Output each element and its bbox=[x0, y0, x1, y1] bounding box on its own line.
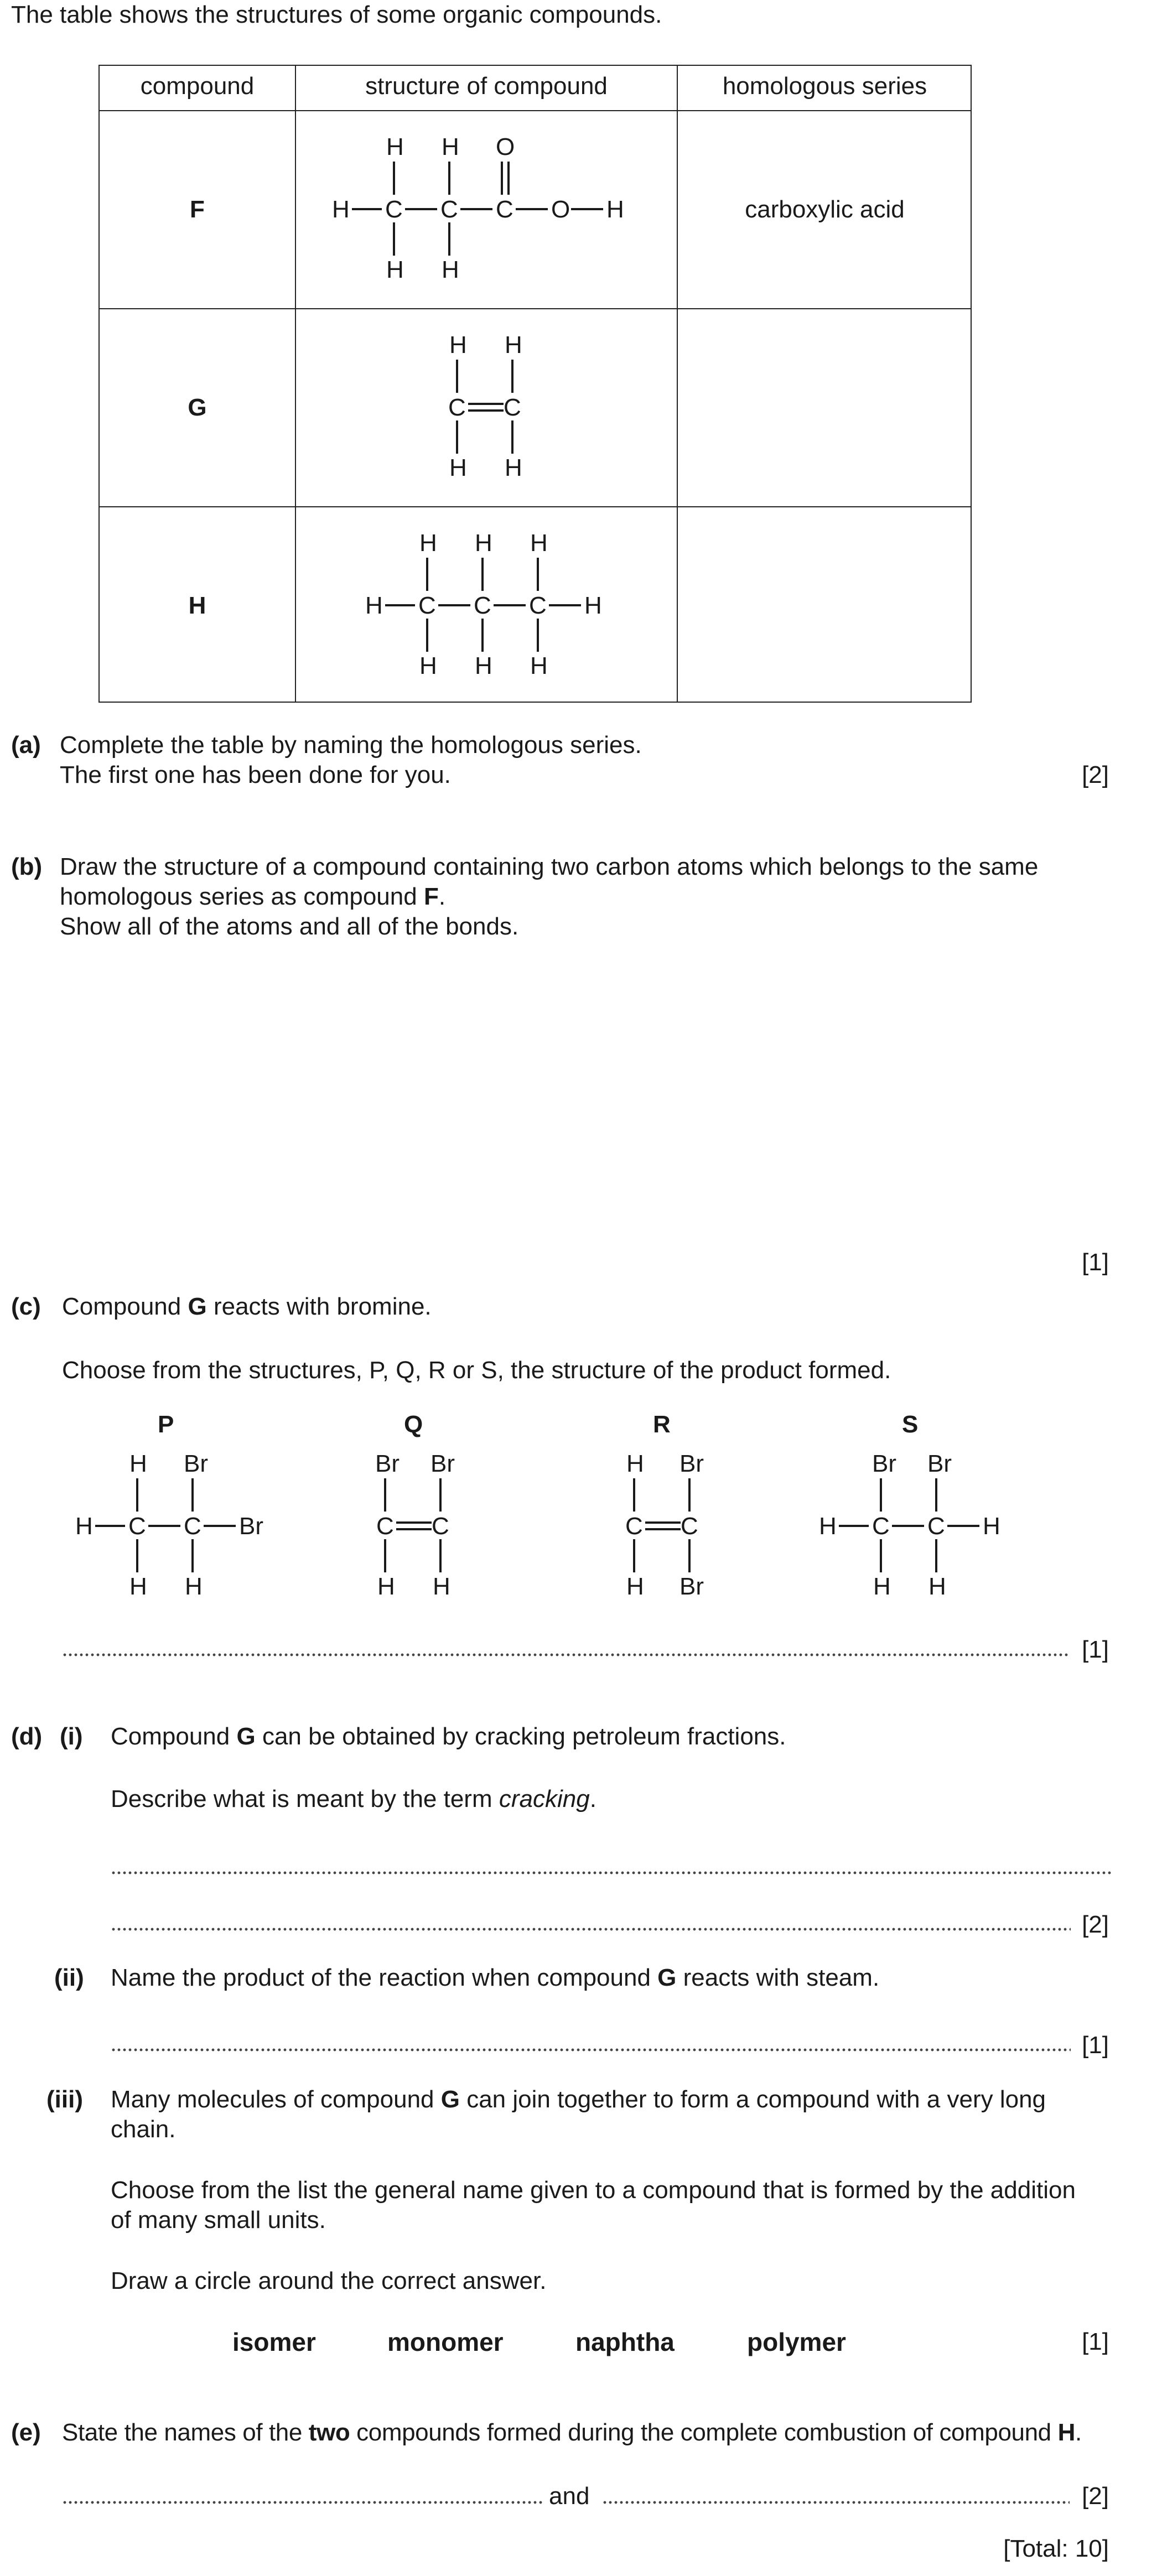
part-d-iii-line3: Draw a circle around the correct answer. bbox=[111, 2267, 547, 2294]
part-b-line3: Show all of the atoms and all of the bonds. bbox=[60, 913, 519, 940]
svg-text:Br: Br bbox=[239, 1513, 263, 1540]
svg-text:H: H bbox=[626, 1450, 644, 1477]
svg-text:H: H bbox=[185, 1573, 203, 1599]
part-d-i-line1: Compound G can be obtained by cracking petroleum fractions. bbox=[111, 1723, 786, 1750]
svg-text:O: O bbox=[496, 133, 515, 160]
svg-text:H: H bbox=[419, 652, 437, 678]
svg-text:H: H bbox=[530, 529, 548, 557]
header-structure: structure of compound bbox=[365, 72, 608, 100]
svg-text:H: H bbox=[377, 1573, 395, 1599]
structure-r bbox=[620, 1450, 730, 1599]
part-e-answer-line-2[interactable] bbox=[602, 2500, 1070, 2506]
svg-text:H: H bbox=[449, 331, 467, 359]
svg-text:Br: Br bbox=[679, 1450, 704, 1477]
svg-text:H: H bbox=[505, 454, 522, 480]
part-d-ii-marks: [1] bbox=[1082, 2032, 1109, 2059]
svg-text:C: C bbox=[184, 1513, 201, 1540]
part-d-iii-line1b: chain. bbox=[111, 2116, 176, 2143]
svg-text:C: C bbox=[504, 394, 521, 421]
part-d-label: (d) bbox=[11, 1723, 43, 1750]
svg-text:Br: Br bbox=[679, 1573, 704, 1599]
svg-text:H: H bbox=[365, 592, 383, 619]
svg-text:O: O bbox=[551, 196, 570, 223]
part-a-line1: Complete the table by naming the homologous series. bbox=[60, 731, 642, 759]
svg-text:C: C bbox=[440, 196, 458, 223]
svg-text:H: H bbox=[584, 592, 602, 619]
svg-text:H: H bbox=[386, 256, 404, 282]
svg-text:H: H bbox=[449, 454, 467, 480]
part-d-iii-line2b: of many small units. bbox=[111, 2206, 326, 2234]
svg-text:H: H bbox=[626, 1573, 644, 1599]
svg-text:C: C bbox=[448, 394, 466, 421]
svg-text:H: H bbox=[433, 1573, 450, 1599]
part-e-label: (e) bbox=[11, 2419, 41, 2446]
part-d-i-marks: [2] bbox=[1082, 1911, 1109, 1938]
part-b-drawing-space[interactable] bbox=[60, 952, 1106, 1228]
part-d-i-answer-line-1[interactable] bbox=[111, 1870, 1112, 1877]
svg-text:C: C bbox=[376, 1513, 394, 1540]
part-c-answer-line[interactable] bbox=[62, 1652, 1069, 1659]
part-c-line1: Compound G reacts with bromine. bbox=[62, 1293, 432, 1320]
svg-text:C: C bbox=[927, 1513, 945, 1540]
option-s-label: S bbox=[902, 1411, 919, 1438]
part-b-line2: homologous series as compound F. bbox=[60, 883, 446, 910]
structure-s bbox=[819, 1450, 1018, 1599]
part-d-iii-marks: [1] bbox=[1082, 2328, 1109, 2355]
svg-text:C: C bbox=[474, 592, 491, 619]
part-d-iii-label: (iii) bbox=[46, 2086, 83, 2113]
structure-q bbox=[371, 1450, 481, 1599]
choice-monomer[interactable]: monomer bbox=[387, 2328, 504, 2356]
svg-text:Br: Br bbox=[375, 1450, 400, 1477]
svg-text:H: H bbox=[475, 652, 492, 678]
choice-polymer[interactable]: polymer bbox=[747, 2328, 846, 2356]
part-a-line2: The first one has been done for you. bbox=[60, 761, 451, 788]
svg-text:Br: Br bbox=[430, 1450, 455, 1477]
svg-text:H: H bbox=[983, 1513, 1000, 1540]
svg-text:H: H bbox=[442, 133, 459, 160]
part-d-iii-line1: Many molecules of compound G can join together to form a compound with a very long bbox=[111, 2086, 1046, 2113]
svg-text:C: C bbox=[432, 1513, 449, 1540]
part-d-ii-label: (ii) bbox=[54, 1964, 84, 1991]
choice-isomer[interactable]: isomer bbox=[232, 2328, 316, 2356]
svg-text:C: C bbox=[496, 196, 513, 223]
svg-text:H: H bbox=[442, 256, 459, 282]
svg-text:H: H bbox=[873, 1573, 891, 1599]
svg-text:H: H bbox=[819, 1513, 837, 1540]
svg-text:H: H bbox=[332, 196, 350, 223]
part-b-line1: Draw the structure of a compound containing two carbon atoms which belongs to the same bbox=[60, 853, 1039, 880]
svg-text:H: H bbox=[475, 529, 492, 557]
structure-g bbox=[443, 331, 542, 480]
header-series: homologous series bbox=[722, 72, 927, 100]
svg-text:C: C bbox=[418, 592, 436, 619]
part-c-label: (c) bbox=[11, 1293, 41, 1320]
intro-text: The table shows the structures of some organic compounds. bbox=[11, 1, 662, 28]
option-q-label: Q bbox=[404, 1411, 423, 1438]
part-e-answer-line-1[interactable] bbox=[62, 2500, 543, 2506]
part-c-line2: Choose from the structures, P, Q, R or S, the structure of the product formed. bbox=[62, 1357, 891, 1384]
svg-text:C: C bbox=[529, 592, 547, 619]
total-marks: [Total: 10] bbox=[1003, 2535, 1109, 2562]
choice-naphtha[interactable]: naphtha bbox=[575, 2328, 675, 2356]
part-d-i-label: (i) bbox=[60, 1723, 83, 1750]
part-e-marks: [2] bbox=[1082, 2482, 1109, 2510]
svg-text:H: H bbox=[505, 331, 522, 359]
compound-h-label: H bbox=[188, 592, 206, 619]
series-f: carboxylic acid bbox=[745, 196, 905, 223]
svg-text:C: C bbox=[625, 1513, 643, 1540]
svg-text:C: C bbox=[681, 1513, 698, 1540]
part-b-marks: [1] bbox=[1082, 1249, 1109, 1276]
svg-text:H: H bbox=[530, 652, 548, 678]
part-e-line1: State the names of the two compounds formed during the complete combustion of compound H. bbox=[62, 2419, 1082, 2446]
part-d-i-answer-line-2[interactable] bbox=[111, 1926, 1071, 1933]
structure-h bbox=[365, 529, 620, 678]
compound-g-label: G bbox=[188, 394, 207, 421]
svg-text:C: C bbox=[385, 196, 403, 223]
svg-text:H: H bbox=[386, 133, 404, 160]
option-r-label: R bbox=[653, 1411, 671, 1438]
svg-text:Br: Br bbox=[184, 1450, 208, 1477]
part-d-ii-answer-line[interactable] bbox=[111, 2047, 1071, 2054]
svg-text:H: H bbox=[129, 1450, 147, 1477]
header-compound: compound bbox=[140, 72, 255, 100]
svg-text:H: H bbox=[606, 196, 624, 223]
svg-text:C: C bbox=[128, 1513, 146, 1540]
part-c-marks: [1] bbox=[1082, 1636, 1109, 1663]
svg-text:Br: Br bbox=[872, 1450, 896, 1477]
part-a-marks: [2] bbox=[1082, 761, 1109, 788]
svg-text:H: H bbox=[129, 1573, 147, 1599]
svg-text:H: H bbox=[75, 1513, 93, 1540]
part-b-label: (b) bbox=[11, 853, 43, 880]
option-p-label: P bbox=[158, 1411, 174, 1438]
part-d-iii-line2: Choose from the list the general name given to a compound that is formed by the addition bbox=[111, 2177, 1076, 2204]
compound-f-label: F bbox=[190, 196, 205, 223]
svg-text:Br: Br bbox=[927, 1450, 952, 1477]
structure-f bbox=[332, 133, 653, 282]
part-e-and: and bbox=[549, 2482, 590, 2510]
svg-text:H: H bbox=[928, 1573, 946, 1599]
svg-text:C: C bbox=[872, 1513, 890, 1540]
svg-text:H: H bbox=[419, 529, 437, 557]
part-a-label: (a) bbox=[11, 731, 41, 759]
part-d-ii-line1: Name the product of the reaction when compound G reacts with steam. bbox=[111, 1964, 880, 1991]
structure-p bbox=[75, 1450, 274, 1599]
part-d-i-line2: Describe what is meant by the term cracking. bbox=[111, 1785, 596, 1812]
